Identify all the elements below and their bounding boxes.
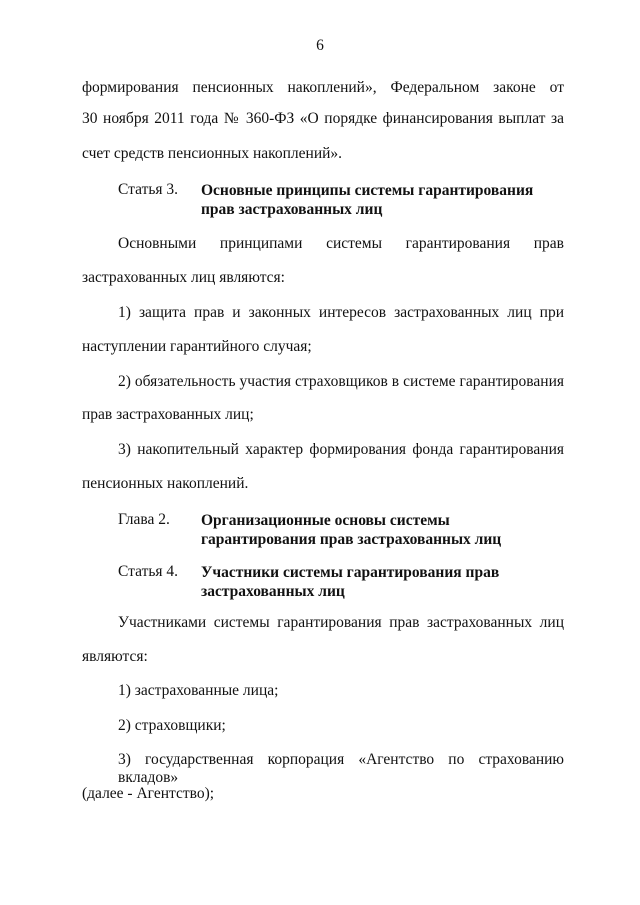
- article-3-title: Основные принципы системы гарантирования прав застрахованных лиц: [201, 182, 534, 218]
- list-item: 3) накопительный характер формирования фонда гарантирования: [118, 441, 564, 458]
- text-line: 30 ноября 2011 года № 360-ФЗ «О порядке финансирования выплат за: [82, 110, 564, 127]
- article-4-label: Статья 4.: [118, 563, 179, 580]
- list-item-continuation: (далее - Агентство);: [82, 785, 215, 802]
- list-item-continuation: пенсионных накоплений.: [82, 475, 249, 492]
- list-item-continuation: наступлении гарантийного случая;: [82, 338, 312, 355]
- list-item-continuation: прав застрахованных лиц;: [82, 406, 254, 423]
- text-line: формирования пенсионных накоплений», Федеральном законе от: [82, 79, 564, 96]
- page-number: 6: [316, 37, 324, 54]
- text-line: Основными принципами системы гарантирования прав: [118, 235, 564, 252]
- text-line: счет средств пенсионных накоплений».: [82, 145, 343, 162]
- article-3-label: Статья 3.: [118, 181, 179, 198]
- chapter-2-title: Организационные основы системы гарантирования прав застрахованных лиц: [201, 512, 502, 548]
- list-item: 2) страховщики;: [118, 717, 226, 734]
- list-item: 1) застрахованные лица;: [118, 682, 279, 699]
- list-item: 2) обязательность участия страховщиков в системе гарантирования: [118, 373, 564, 390]
- list-item: 3) государственная корпорация «Агентство по страхованию вкладов»: [118, 751, 564, 786]
- text-line: Участниками системы гарантирования прав застрахованных лиц: [118, 614, 564, 631]
- list-item: 1) защита прав и законных интересов застрахованных лиц при: [118, 304, 564, 321]
- text-line: застрахованных лиц являются:: [82, 269, 285, 286]
- chapter-2-label: Глава 2.: [118, 511, 170, 528]
- text-line: являются:: [82, 648, 148, 665]
- article-4-title: Участники системы гарантирования прав застрахованных лиц: [201, 564, 500, 600]
